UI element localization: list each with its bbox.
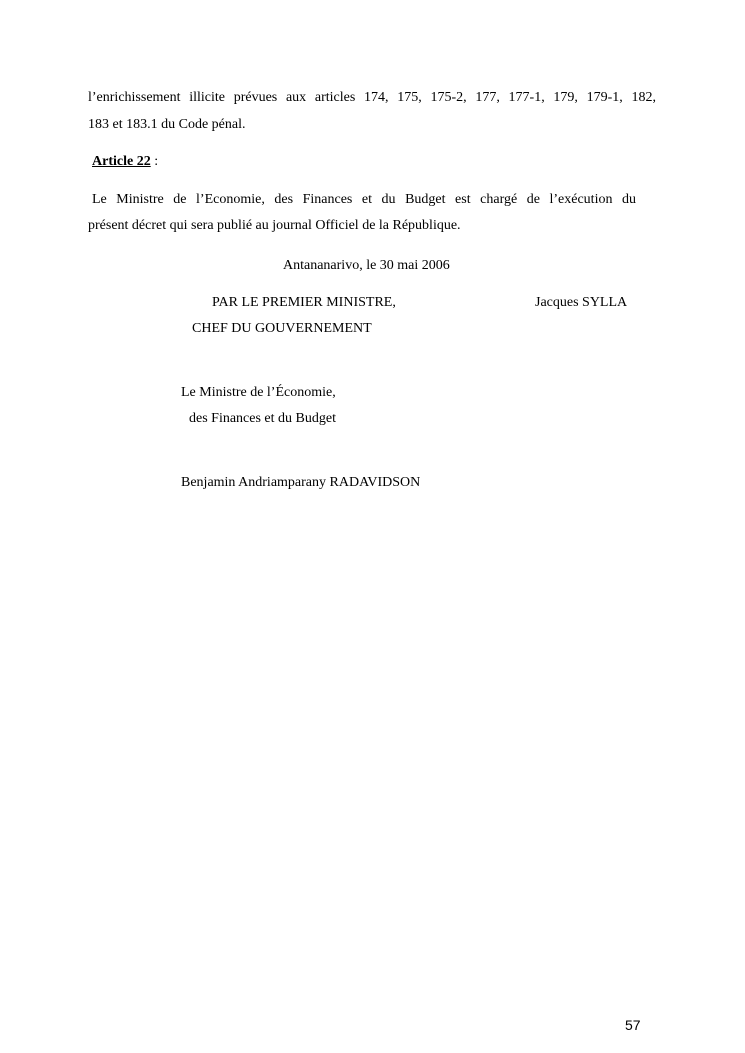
article-heading-colon: : (150, 154, 159, 169)
prime-minister-title: CHEF DU GOUVERNEMENT (192, 321, 372, 336)
place-date: Antananarivo, le 30 mai 2006 (283, 258, 450, 273)
body-text-line: présent décret qui sera publié au journal Officiel de la République. (88, 218, 461, 233)
prime-minister-title: PAR LE PREMIER MINISTRE, (212, 295, 396, 310)
article-heading (92, 154, 158, 170)
page-number: 57 (625, 1017, 641, 1033)
body-text-line: 183 et 183.1 du Code pénal. (88, 117, 246, 132)
minister-title: Le Ministre de l’Économie, (181, 385, 336, 400)
body-text-line: l’enrichissement illicite prévues aux articles 174, 175, 175-2, 177, 177-1, 179, 179-1, 182, (88, 90, 656, 105)
body-text-line: Le Ministre de l’Economie, des Finances et du Budget est chargé de l’exécution du (92, 192, 636, 207)
article-number: Article 22 (92, 154, 151, 169)
minister-title: des Finances et du Budget (189, 411, 336, 426)
minister-name: Benjamin Andriamparany RADAVIDSON (181, 475, 421, 490)
prime-minister-name: Jacques SYLLA (535, 295, 628, 310)
